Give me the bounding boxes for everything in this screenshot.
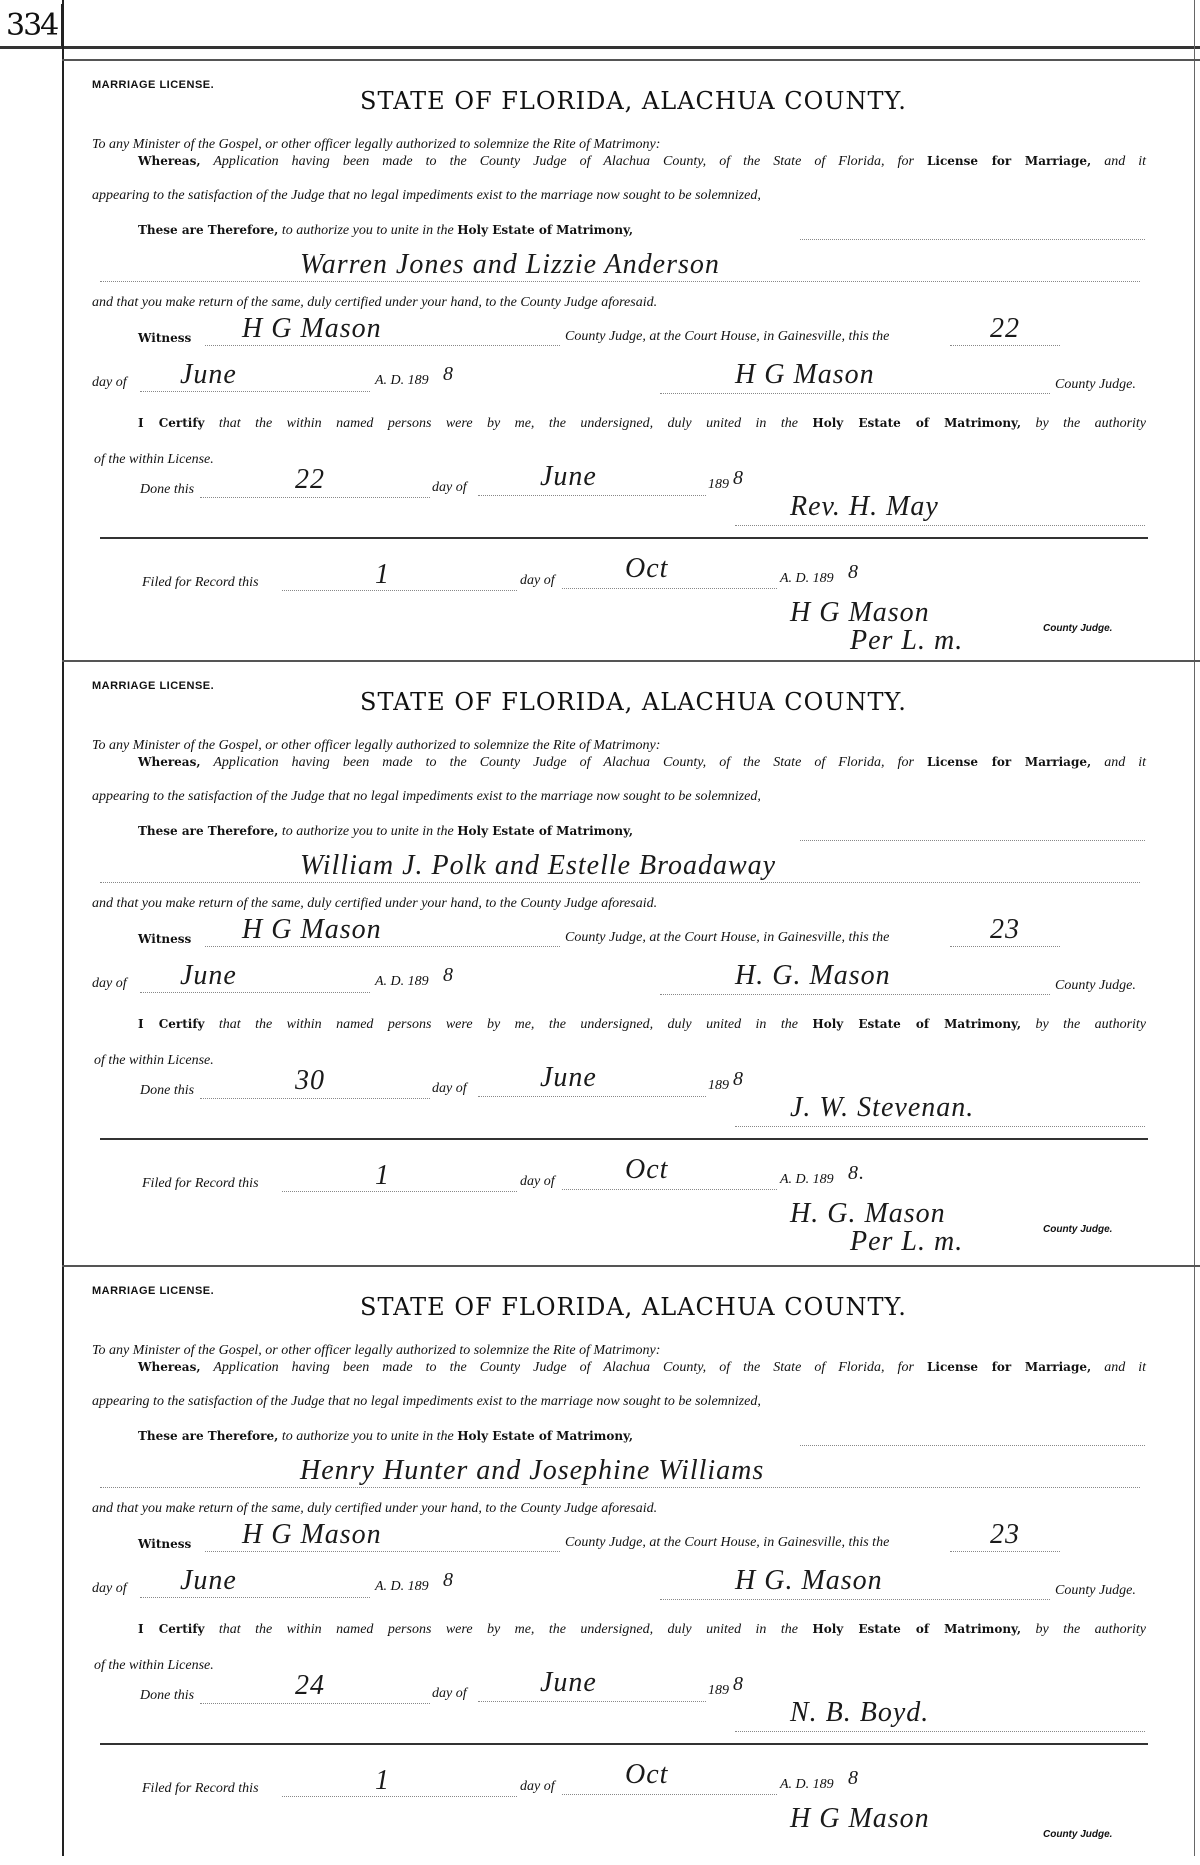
county-judge-at-label: County Judge, at the Court House, in Gainesville, this the bbox=[565, 930, 890, 945]
witness-label: Witness bbox=[138, 1537, 192, 1551]
within-license-line: of the within License. bbox=[94, 1658, 214, 1673]
these-line bbox=[138, 223, 633, 239]
issue-month-rule bbox=[140, 391, 370, 392]
certify-lead: I Certify bbox=[138, 1622, 205, 1636]
ad-label: A. D. 189 bbox=[375, 373, 429, 388]
filed-ad-label: A. D. 189 bbox=[780, 571, 834, 586]
holy-estate: Holy Estate of Matrimony, bbox=[457, 824, 634, 838]
certify-lead: I Certify bbox=[138, 1017, 205, 1031]
marriage-license-record bbox=[0, 1265, 1200, 1865]
appearing-line: appearing to the satisfaction of the Judge that no legal impediments exist to the marriage now sought to be solemnized, bbox=[92, 789, 761, 804]
by-authority: by the authority bbox=[1035, 1017, 1147, 1032]
certify-lead: I Certify bbox=[138, 416, 205, 430]
day-of-label: day of bbox=[92, 976, 127, 991]
officiant-rule bbox=[735, 1731, 1145, 1732]
appearing-line: appearing to the satisfaction of the Judge that no legal impediments exist to the marriage now sought to be solemnized, bbox=[92, 1394, 761, 1409]
license-for-marriage: License for Marriage, bbox=[926, 755, 1092, 769]
judge-signature: H G. Mason bbox=[735, 1565, 883, 1596]
appearing-line: appearing to the satisfaction of the Judge that no legal impediments exist to the marriage now sought to be solemnized, bbox=[92, 188, 761, 203]
county-judge-at-label: County Judge, at the Court House, in Gainesville, this the bbox=[565, 329, 890, 344]
filed-signature: H. G. Mason bbox=[790, 1198, 946, 1229]
filed-label: Filed for Record this bbox=[142, 575, 259, 590]
dotted-rule bbox=[800, 840, 1145, 841]
ad-label: A. D. 189 bbox=[375, 974, 429, 989]
holy-estate: Holy Estate of Matrimony, bbox=[457, 223, 634, 237]
names-rule bbox=[100, 882, 1140, 883]
filed-day-of-label: day of bbox=[520, 1174, 555, 1189]
and-it: and it bbox=[1104, 1360, 1147, 1375]
filed-month: Oct bbox=[625, 1154, 669, 1185]
witness-signature: H G Mason bbox=[242, 313, 382, 344]
issue-month-rule bbox=[140, 992, 370, 993]
filed-day: 1 bbox=[375, 559, 390, 590]
couple-names: Henry Hunter and Josephine Williams bbox=[300, 1455, 765, 1486]
these-lead: These are Therefore, bbox=[138, 1429, 279, 1443]
done-day: 22 bbox=[295, 464, 325, 495]
these-text: to authorize you to unite in the bbox=[281, 1429, 454, 1444]
names-rule bbox=[100, 281, 1140, 282]
judge-signature: H. G. Mason bbox=[735, 960, 891, 991]
county-judge-label: County Judge. bbox=[1055, 978, 1136, 993]
couple-names: William J. Polk and Estelle Broadaway bbox=[300, 850, 777, 881]
done-month: June bbox=[540, 461, 597, 492]
done-year-prefix: 189 bbox=[708, 477, 729, 492]
whereas-lead: Whereas, bbox=[138, 1360, 201, 1374]
done-year-prefix: 189 bbox=[708, 1078, 729, 1093]
holy-estate: Holy Estate of Matrimony, bbox=[812, 416, 1022, 430]
witness-rule bbox=[205, 1551, 560, 1552]
done-day: 24 bbox=[295, 1670, 325, 1701]
certify-text: that the within named persons were by me, the undersigned, duly united in the bbox=[218, 1622, 798, 1637]
names-rule bbox=[100, 1487, 1140, 1488]
officiant-rule bbox=[735, 525, 1145, 526]
done-this-label: Done this bbox=[140, 1083, 195, 1098]
form-title: STATE OF FLORIDA, ALACHUA COUNTY. bbox=[360, 1293, 907, 1321]
county-judge-label: County Judge. bbox=[1055, 1583, 1136, 1598]
filed-day-rule bbox=[282, 1191, 517, 1192]
within-license-line: of the within License. bbox=[94, 1053, 214, 1068]
day-of-label: day of bbox=[92, 375, 127, 390]
done-year-digit: 8 bbox=[733, 467, 744, 489]
to-any-line: To any Minister of the Gospel, or other officer legally authorized to solemnize the Rite of Matrimony: bbox=[92, 1343, 661, 1358]
filed-county-judge-label: County Judge. bbox=[1043, 1829, 1113, 1840]
issue-month: June bbox=[180, 1565, 237, 1596]
whereas-text: Application having been made to the County Judge of Alachua County, of the State of Florida, for bbox=[213, 1360, 914, 1375]
judge-signature-rule bbox=[660, 393, 1050, 394]
filed-day: 1 bbox=[375, 1160, 390, 1191]
done-day-rule bbox=[200, 1098, 430, 1099]
license-for-marriage: License for Marriage, bbox=[926, 154, 1092, 168]
and-it: and it bbox=[1104, 154, 1147, 169]
witness-rule bbox=[205, 946, 560, 947]
filed-month-rule bbox=[562, 1794, 777, 1795]
certify-line bbox=[138, 1017, 1146, 1033]
judge-signature: H G Mason bbox=[735, 359, 875, 390]
issue-year-digit: 8 bbox=[443, 363, 454, 385]
ad-label: A. D. 189 bbox=[375, 1579, 429, 1594]
filed-ad-label: A. D. 189 bbox=[780, 1172, 834, 1187]
return-line: and that you make return of the same, duly certified under your hand, to the County Judge aforesaid. bbox=[92, 896, 658, 911]
license-for-marriage: License for Marriage, bbox=[926, 1360, 1092, 1374]
witness-label: Witness bbox=[138, 932, 192, 946]
filed-signature: H G Mason bbox=[790, 1803, 930, 1834]
whereas-lead: Whereas, bbox=[138, 755, 201, 769]
filing-divider bbox=[100, 537, 1148, 539]
within-license-line: of the within License. bbox=[94, 452, 214, 467]
done-day: 30 bbox=[295, 1065, 325, 1096]
filed-day-rule bbox=[282, 590, 517, 591]
page-number: 334 bbox=[6, 4, 63, 48]
holy-estate: Holy Estate of Matrimony, bbox=[457, 1429, 634, 1443]
done-month: June bbox=[540, 1062, 597, 1093]
done-day-rule bbox=[200, 1703, 430, 1704]
these-line bbox=[138, 824, 633, 840]
officiant-signature: N. B. Boyd. bbox=[790, 1697, 930, 1728]
officiant-rule bbox=[735, 1126, 1145, 1127]
witness-signature: H G Mason bbox=[242, 1519, 382, 1550]
whereas-lead: Whereas, bbox=[138, 154, 201, 168]
done-day-of-label: day of bbox=[432, 1081, 467, 1096]
marriage-license-record bbox=[0, 660, 1200, 1260]
to-any-line: To any Minister of the Gospel, or other officer legally authorized to solemnize the Rite of Matrimony: bbox=[92, 137, 661, 152]
certify-line bbox=[138, 416, 1146, 432]
done-year-digit: 8 bbox=[733, 1673, 744, 1695]
dotted-rule bbox=[800, 1445, 1145, 1446]
return-line: and that you make return of the same, duly certified under your hand, to the County Judge aforesaid. bbox=[92, 295, 658, 310]
whereas-line bbox=[138, 1360, 1146, 1376]
filed-month: Oct bbox=[625, 1759, 669, 1790]
whereas-line bbox=[138, 154, 1146, 170]
issue-day-rule bbox=[950, 1551, 1060, 1552]
whereas-text: Application having been made to the County Judge of Alachua County, of the State of Florida, for bbox=[213, 755, 914, 770]
done-month-rule bbox=[478, 1096, 706, 1097]
these-text: to authorize you to unite in the bbox=[281, 223, 454, 238]
done-day-of-label: day of bbox=[432, 480, 467, 495]
whereas-text: Application having been made to the County Judge of Alachua County, of the State of Florida, for bbox=[213, 154, 914, 169]
filed-day-of-label: day of bbox=[520, 573, 555, 588]
holy-estate: Holy Estate of Matrimony, bbox=[812, 1017, 1022, 1031]
issue-day: 22 bbox=[990, 313, 1020, 344]
form-header: MARRIAGE LICENSE. bbox=[92, 79, 215, 91]
certify-line bbox=[138, 1622, 1146, 1638]
page-top-rule bbox=[0, 46, 1200, 49]
officiant-signature: Rev. H. May bbox=[790, 491, 939, 522]
done-month-rule bbox=[478, 1701, 706, 1702]
done-day-of-label: day of bbox=[432, 1686, 467, 1701]
issue-day-rule bbox=[950, 946, 1060, 947]
judge-signature-rule bbox=[660, 1599, 1050, 1600]
form-title: STATE OF FLORIDA, ALACHUA COUNTY. bbox=[360, 87, 907, 115]
filed-per-initials: Per L. m. bbox=[850, 625, 964, 656]
issue-month: June bbox=[180, 359, 237, 390]
witness-label: Witness bbox=[138, 331, 192, 345]
done-month-rule bbox=[478, 495, 706, 496]
couple-names: Warren Jones and Lizzie Anderson bbox=[300, 249, 720, 280]
by-authority: by the authority bbox=[1035, 416, 1147, 431]
filed-day-rule bbox=[282, 1796, 517, 1797]
record-separator bbox=[62, 660, 1200, 662]
issue-month: June bbox=[180, 960, 237, 991]
filed-day: 1 bbox=[375, 1765, 390, 1796]
filing-divider bbox=[100, 1138, 1148, 1140]
filed-per-initials: Per L. m. bbox=[850, 1226, 964, 1257]
form-header: MARRIAGE LICENSE. bbox=[92, 1285, 215, 1297]
filed-signature: H G Mason bbox=[790, 597, 930, 628]
to-any-line: To any Minister of the Gospel, or other officer legally authorized to solemnize the Rite of Matrimony: bbox=[92, 738, 661, 753]
issue-month-rule bbox=[140, 1597, 370, 1598]
filed-ad-label: A. D. 189 bbox=[780, 1777, 834, 1792]
these-lead: These are Therefore, bbox=[138, 824, 279, 838]
form-title: STATE OF FLORIDA, ALACHUA COUNTY. bbox=[360, 688, 907, 716]
county-judge-at-label: County Judge, at the Court House, in Gainesville, this the bbox=[565, 1535, 890, 1550]
filed-year-digit: 8 bbox=[848, 561, 859, 583]
filing-divider bbox=[100, 1743, 1148, 1745]
witness-signature: H G Mason bbox=[242, 914, 382, 945]
done-month: June bbox=[540, 1667, 597, 1698]
done-this-label: Done this bbox=[140, 1688, 195, 1703]
filed-label: Filed for Record this bbox=[142, 1781, 259, 1796]
filed-county-judge-label: County Judge. bbox=[1043, 1224, 1113, 1235]
dotted-rule bbox=[800, 239, 1145, 240]
form-header: MARRIAGE LICENSE. bbox=[92, 680, 215, 692]
record-separator bbox=[62, 59, 1200, 61]
holy-estate: Holy Estate of Matrimony, bbox=[812, 1622, 1022, 1636]
done-year-prefix: 189 bbox=[708, 1683, 729, 1698]
these-text: to authorize you to unite in the bbox=[281, 824, 454, 839]
return-line: and that you make return of the same, duly certified under your hand, to the County Judge aforesaid. bbox=[92, 1501, 658, 1516]
county-judge-label: County Judge. bbox=[1055, 377, 1136, 392]
by-authority: by the authority bbox=[1035, 1622, 1147, 1637]
filed-day-of-label: day of bbox=[520, 1779, 555, 1794]
day-of-label: day of bbox=[92, 1581, 127, 1596]
done-year-digit: 8 bbox=[733, 1068, 744, 1090]
and-it: and it bbox=[1104, 755, 1147, 770]
filed-month-rule bbox=[562, 588, 777, 589]
filed-label: Filed for Record this bbox=[142, 1176, 259, 1191]
certify-text: that the within named persons were by me, the undersigned, duly united in the bbox=[218, 1017, 798, 1032]
done-day-rule bbox=[200, 497, 430, 498]
filed-month-rule bbox=[562, 1189, 777, 1190]
witness-rule bbox=[205, 345, 560, 346]
issue-day-rule bbox=[950, 345, 1060, 346]
done-this-label: Done this bbox=[140, 482, 195, 497]
filed-county-judge-label: County Judge. bbox=[1043, 623, 1113, 634]
filed-month: Oct bbox=[625, 553, 669, 584]
judge-signature-rule bbox=[660, 994, 1050, 995]
whereas-line bbox=[138, 755, 1146, 771]
marriage-license-record bbox=[0, 59, 1200, 659]
these-line bbox=[138, 1429, 633, 1445]
issue-day: 23 bbox=[990, 914, 1020, 945]
filed-year-digit: 8. bbox=[848, 1162, 865, 1184]
certify-text: that the within named persons were by me, the undersigned, duly united in the bbox=[218, 416, 798, 431]
these-lead: These are Therefore, bbox=[138, 223, 279, 237]
issue-year-digit: 8 bbox=[443, 964, 454, 986]
filed-year-digit: 8 bbox=[848, 1767, 859, 1789]
officiant-signature: J. W. Stevenan. bbox=[790, 1092, 975, 1123]
issue-year-digit: 8 bbox=[443, 1569, 454, 1591]
issue-day: 23 bbox=[990, 1519, 1020, 1550]
record-separator bbox=[62, 1265, 1200, 1267]
